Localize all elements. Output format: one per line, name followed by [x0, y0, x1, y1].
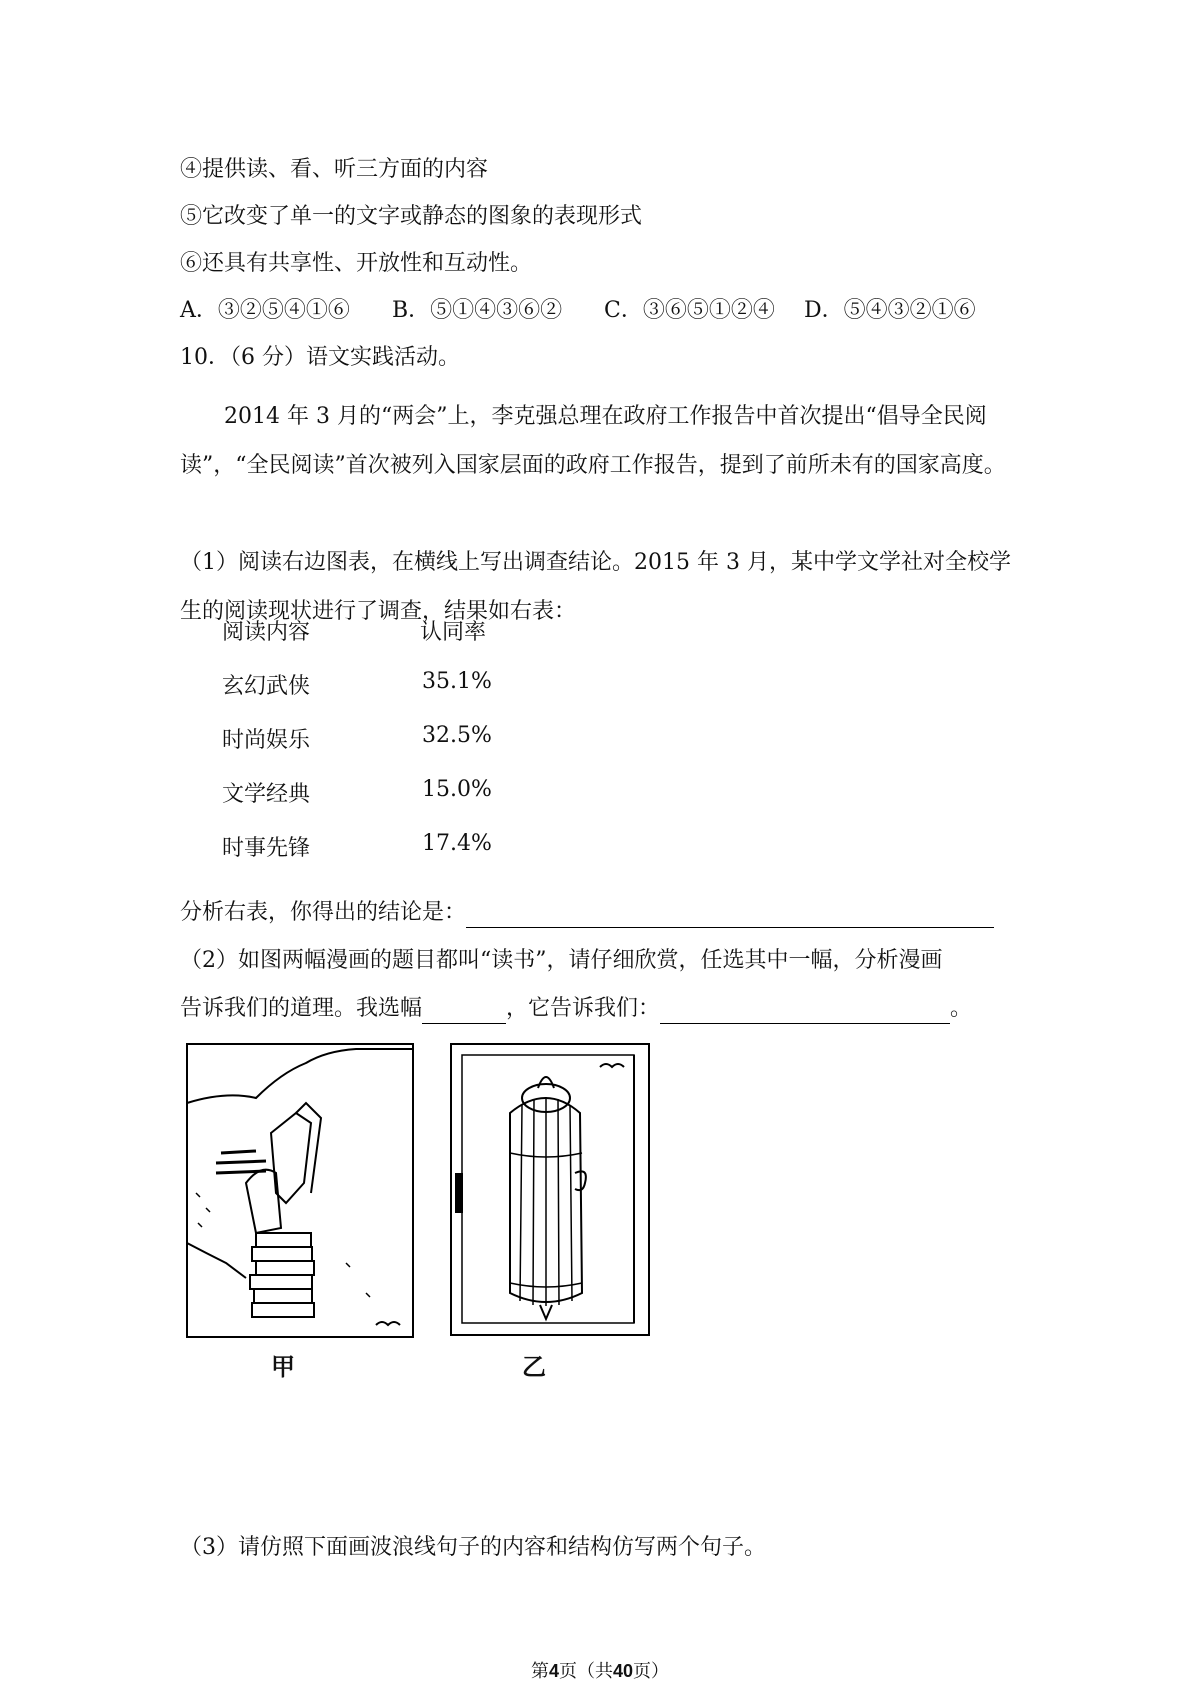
row-value: 32.5% [422, 723, 492, 748]
question-part-1: （1）阅读右边图表，在横线上写出调查结论。2015 年 3 月，某中学文学社对全校学生的阅读现状进行了调查，结果如右表： [180, 550, 1011, 624]
footer-pre: 第 [530, 1661, 549, 1682]
choose-text: 告诉我们的道理。我选幅 [180, 996, 423, 1021]
end-period: 。 [950, 996, 973, 1021]
analysis-line [180, 898, 994, 928]
option-b: B．⑤①④③⑥② [392, 298, 563, 323]
question-10-title: 10．（6 分）语文实践活动。 [180, 345, 460, 370]
row-label: 时事先锋 [222, 836, 311, 861]
row-label: 玄幻武侠 [222, 674, 311, 699]
option-item-5: ⑤它改变了单一的文字或静态的图象的表现形式 [180, 204, 643, 229]
tells-us-text: ，它告诉我们： [506, 996, 661, 1021]
question-part-2-line1: （2）如图两幅漫画的题目都叫“读书”，请仔细欣赏，任选其中一幅，分析漫画 [180, 948, 943, 973]
option-d: D．⑤④③②①⑥ [804, 298, 976, 323]
option-item-6: ⑥还具有共享性、开放性和互动性。 [180, 251, 533, 276]
row-value: 17.4% [422, 831, 492, 856]
option-a: A．③②⑤④①⑥ [180, 298, 350, 323]
caption-yi: 乙 [522, 1354, 546, 1381]
answer-options [180, 296, 976, 326]
cartoon-jia [186, 1043, 416, 1340]
cartoon-yi [450, 1043, 652, 1338]
footer-mid: 页（共 [558, 1661, 613, 1682]
caption-jia: 甲 [271, 1354, 295, 1381]
footer-total-pages: 40 [612, 1661, 634, 1681]
footer-post: 页） [633, 1661, 670, 1682]
row-label: 时尚娱乐 [222, 728, 311, 753]
intro-paragraph: 2014 年 3 月的“两会”上，李克强总理在政府工作报告中首次提出“倡导全民阅读”，“全民阅读”首次被列入国家层面的政府工作报告，提到了前所未有的国家高度。 [180, 404, 1006, 478]
question-part-2-line2 [180, 994, 972, 1024]
page-footer [0, 1657, 1200, 1683]
row-value: 35.1% [422, 669, 492, 694]
row-label: 文学经典 [222, 782, 311, 807]
footer-page-number: 4 [548, 1661, 559, 1681]
answer-blank-choice[interactable] [422, 999, 506, 1024]
answer-blank-lesson[interactable] [660, 999, 950, 1024]
analysis-prompt: 分析右表，你得出的结论是： [180, 900, 467, 925]
option-item-4: ④提供读、看、听三方面的内容 [180, 157, 489, 182]
header-content: 阅读内容 [222, 620, 311, 645]
answer-blank-conclusion[interactable] [466, 903, 994, 928]
question-part-3: （3）请仿照下面画波浪线句子的内容和结构仿写两个句子。 [180, 1535, 766, 1560]
option-c: C．③⑥⑤①②④ [604, 298, 775, 323]
row-value: 15.0% [422, 777, 492, 802]
header-rate: 认同率 [420, 620, 487, 645]
